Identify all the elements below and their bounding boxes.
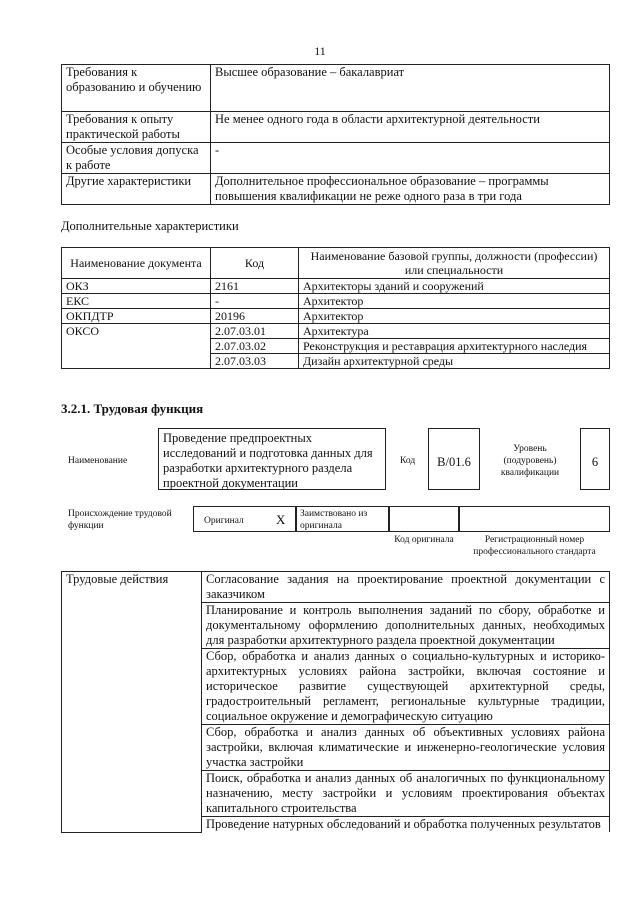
requirements-table	[61, 64, 610, 205]
original-label: Оригинал	[204, 516, 244, 526]
labour-actions-table	[61, 571, 610, 833]
code-label: Код	[400, 456, 416, 466]
action-item: Планирование и контроль выполнения заданий по сбору, обработке и документальному оформлению дополнительных данных, необходимых для разработки архитектурного раздела проектной документации	[202, 603, 610, 649]
action-item: Сбор, обработка и анализ данных об объективных условиях района застройки, включая климатические и инженерно-геологические условия участка застройки	[202, 725, 610, 771]
table-row	[62, 572, 610, 603]
requirement-value: Высшее образование – бакалавриат	[211, 65, 610, 112]
origin-label: Происхождение трудовой функции	[68, 509, 172, 531]
column-header: Наименование документа	[62, 248, 211, 279]
function-code-box: B/01.6	[428, 428, 480, 490]
name-cell: Архитектор	[299, 294, 610, 309]
table-row	[62, 294, 610, 309]
name-cell: Архитектура	[299, 324, 610, 339]
requirement-value: -	[211, 143, 610, 174]
borrowed-cell	[296, 506, 389, 532]
doc-cell: ЕКС	[62, 294, 211, 309]
code-cell: 2.07.03.02	[211, 339, 299, 354]
additional-characteristics-title: Дополнительные характеристики	[61, 219, 239, 233]
column-header: Наименование базовой группы, должности (профессии) или специальности	[299, 248, 610, 279]
name-cell: Архитектор	[299, 309, 610, 324]
original-mark: X	[276, 512, 286, 527]
name-cell: Дизайн архитектурной среды	[299, 354, 610, 369]
code-cell: 2.07.03.03	[211, 354, 299, 369]
requirement-label: Особые условия допуска к работе	[62, 143, 211, 174]
table-row	[62, 174, 610, 205]
requirement-value: Дополнительное профессиональное образование – программы повышения квалификации не реже одного раза в три года	[211, 174, 610, 205]
table-row	[62, 143, 610, 174]
requirement-value: Не менее одного года в области архитектурной деятельности	[211, 112, 610, 143]
table-header-row	[62, 248, 610, 279]
page-number: 11	[314, 44, 326, 58]
level-label: Уровень (подуровень) квалификации	[500, 444, 560, 478]
requirement-label: Требования к образованию и обучению	[62, 65, 211, 112]
code-cell: 20196	[211, 309, 299, 324]
code-origin-label: Код оригинала	[394, 535, 454, 545]
doc-cell: ОКПДТР	[62, 309, 211, 324]
reg-number-cell	[459, 506, 610, 532]
section-heading: 3.2.1. Трудовая функция	[61, 401, 204, 416]
additional-characteristics-table	[61, 247, 610, 369]
table-row	[62, 112, 610, 143]
action-item: Проведение натурных обследований и обработка полученных результатов	[202, 817, 610, 833]
name-cell: Реконструкция и реставрация архитектурного наследия	[299, 339, 610, 354]
requirement-label: Требования к опыту практической работы	[62, 112, 211, 143]
table-row	[62, 279, 610, 294]
code-cell: 2161	[211, 279, 299, 294]
doc-cell: ОКЗ	[62, 279, 211, 294]
requirement-label: Другие характеристики	[62, 174, 211, 205]
action-item: Поиск, обработка и анализ данных об аналогичных по функциональному назначению, месту застройки и условиям проектирования объектах капитального строительства	[202, 771, 610, 817]
table-row	[62, 324, 610, 339]
borrowed-label: Заимствовано из оригинала	[300, 509, 368, 531]
function-name-box: Проведение предпроектных исследований и подготовка данных для разработки архитектурного раздела проектной документации	[158, 428, 386, 490]
doc-cell: ОКСО	[62, 324, 211, 369]
column-header: Код	[211, 248, 299, 279]
action-item: Согласование задания на проектирование проектной документации с заказчиком	[202, 572, 610, 603]
table-row	[62, 309, 610, 324]
code-cell: -	[211, 294, 299, 309]
reg-number-label: Регистрационный номер профессионального стандарта	[473, 535, 596, 557]
level-box: 6	[580, 428, 610, 490]
action-item: Сбор, обработка и анализ данных о социально-культурных и историко-архитектурных условиях района застройки, включая состояние и историческое развитие существующей архитектурной среды, градостроительный регламент, региональные культурные традиции, социальное окружение и демографическую ситуацию	[202, 649, 610, 725]
table-row	[62, 65, 610, 112]
original-cell	[193, 506, 296, 532]
code-cell: 2.07.03.01	[211, 324, 299, 339]
name-label: Наименование	[68, 456, 128, 466]
actions-label: Трудовые действия	[62, 572, 202, 833]
code-origin-cell	[389, 506, 459, 532]
name-cell: Архитекторы зданий и сооружений	[299, 279, 610, 294]
